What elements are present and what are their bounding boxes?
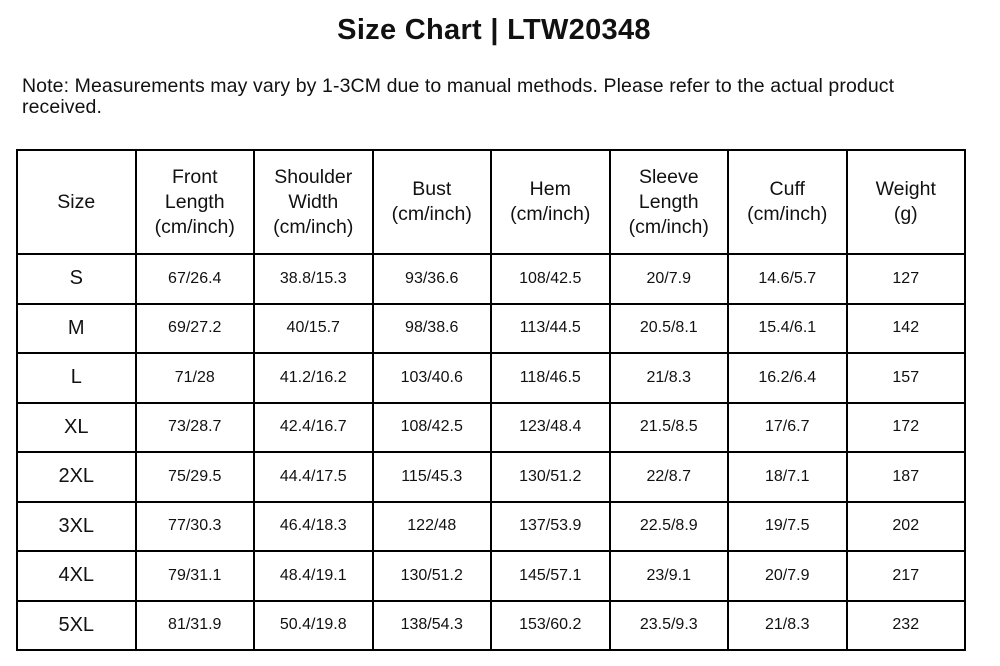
column-header-line: (g) (893, 203, 918, 225)
column-header-line: (cm/inch) (747, 203, 828, 225)
measurement-cell: 113/44.5 (491, 304, 610, 354)
measurement-cell: 75/29.5 (136, 452, 255, 502)
measurement-cell: 118/46.5 (491, 353, 610, 403)
measurement-cell: 73/28.7 (136, 403, 255, 453)
table-row (17, 254, 965, 304)
measurement-cell: 172 (847, 403, 966, 453)
table-row (17, 551, 965, 601)
column-header-line: (cm/inch) (391, 203, 472, 225)
column-header (254, 150, 373, 254)
measurement-cell: 108/42.5 (491, 254, 610, 304)
column-header (17, 150, 136, 254)
size-label-cell: XL (17, 403, 136, 453)
column-header (610, 150, 729, 254)
size-label-cell: 5XL (17, 601, 136, 651)
column-header-line: Cuff (769, 178, 805, 200)
size-label-cell: 4XL (17, 551, 136, 601)
measurement-cell: 46.4/18.3 (254, 502, 373, 552)
measurement-cell: 41.2/16.2 (254, 353, 373, 403)
measurement-cell: 20/7.9 (610, 254, 729, 304)
table-row (17, 403, 965, 453)
measurement-cell: 123/48.4 (491, 403, 610, 453)
table-row (17, 452, 965, 502)
table-row (17, 353, 965, 403)
measurement-cell: 145/57.1 (491, 551, 610, 601)
measurement-cell: 157 (847, 353, 966, 403)
column-header (136, 150, 255, 254)
measurement-cell: 42.4/16.7 (254, 403, 373, 453)
size-label-cell: L (17, 353, 136, 403)
measurement-cell: 115/45.3 (373, 452, 492, 502)
measurement-cell: 122/48 (373, 502, 492, 552)
measurement-cell: 20.5/8.1 (610, 304, 729, 354)
column-header-line: (cm/inch) (510, 203, 591, 225)
measurement-cell: 50.4/19.8 (254, 601, 373, 651)
measurement-cell: 67/26.4 (136, 254, 255, 304)
column-header (847, 150, 966, 254)
column-header-line: Weight (875, 178, 936, 200)
column-header (491, 150, 610, 254)
measurement-cell: 22/8.7 (610, 452, 729, 502)
measurement-cell: 19/7.5 (728, 502, 847, 552)
column-header-line: Length (638, 190, 699, 213)
measurement-cell: 202 (847, 502, 966, 552)
column-header-line: Size (57, 190, 96, 213)
measurement-cell: 108/42.5 (373, 403, 492, 453)
measurement-cell: 18/7.1 (728, 452, 847, 502)
table-row (17, 601, 965, 651)
measurement-cell: 44.4/17.5 (254, 452, 373, 502)
measurement-cell: 23.5/9.3 (610, 601, 729, 651)
size-label-cell: M (17, 304, 136, 354)
measurement-cell: 142 (847, 304, 966, 354)
page-title: Size Chart | LTW20348 (337, 14, 651, 46)
measurement-cell: 127 (847, 254, 966, 304)
table-row (17, 304, 965, 354)
measurement-cell: 71/28 (136, 353, 255, 403)
table-body (17, 254, 965, 650)
column-header-line: Bust (412, 178, 452, 200)
measurement-cell: 14.6/5.7 (728, 254, 847, 304)
measurement-cell: 69/27.2 (136, 304, 255, 354)
header-row (17, 150, 965, 254)
column-header-line: Shoulder (274, 165, 353, 188)
measurement-cell: 130/51.2 (491, 452, 610, 502)
size-label-cell: 3XL (17, 502, 136, 552)
measurement-cell: 232 (847, 601, 966, 651)
column-header-line: (cm/inch) (628, 215, 709, 238)
measurement-cell: 20/7.9 (728, 551, 847, 601)
measurement-cell: 48.4/19.1 (254, 551, 373, 601)
measurement-note: Note: Measurements may vary by 1-3CM due to manual methods. Please refer to the actual product received. (22, 75, 895, 118)
size-label-cell: 2XL (17, 452, 136, 502)
column-header-line: Width (288, 190, 339, 213)
measurement-cell: 130/51.2 (373, 551, 492, 601)
measurement-cell: 21/8.3 (610, 353, 729, 403)
measurement-cell: 138/54.3 (373, 601, 492, 651)
measurement-cell: 217 (847, 551, 966, 601)
measurement-cell: 21/8.3 (728, 601, 847, 651)
measurement-cell: 103/40.6 (373, 353, 492, 403)
measurement-cell: 21.5/8.5 (610, 403, 729, 453)
size-chart-table (16, 149, 966, 651)
measurement-cell: 77/30.3 (136, 502, 255, 552)
measurement-cell: 93/36.6 (373, 254, 492, 304)
table-header (17, 150, 965, 254)
column-header-line: Front (171, 165, 218, 188)
column-header (728, 150, 847, 254)
measurement-cell: 17/6.7 (728, 403, 847, 453)
measurement-cell: 15.4/6.1 (728, 304, 847, 354)
measurement-cell: 38.8/15.3 (254, 254, 373, 304)
measurement-cell: 81/31.9 (136, 601, 255, 651)
column-header-line: Length (164, 190, 225, 213)
column-header-line: (cm/inch) (154, 215, 235, 238)
measurement-cell: 22.5/8.9 (610, 502, 729, 552)
column-header-line: Sleeve (638, 165, 699, 188)
measurement-cell: 40/15.7 (254, 304, 373, 354)
size-label-cell: S (17, 254, 136, 304)
measurement-cell: 23/9.1 (610, 551, 729, 601)
measurement-cell: 187 (847, 452, 966, 502)
measurement-cell: 98/38.6 (373, 304, 492, 354)
table-row (17, 502, 965, 552)
column-header-line: Hem (529, 178, 571, 200)
column-header (373, 150, 492, 254)
measurement-cell: 16.2/6.4 (728, 353, 847, 403)
measurement-cell: 137/53.9 (491, 502, 610, 552)
column-header-line: (cm/inch) (273, 215, 354, 238)
measurement-cell: 153/60.2 (491, 601, 610, 651)
measurement-cell: 79/31.1 (136, 551, 255, 601)
